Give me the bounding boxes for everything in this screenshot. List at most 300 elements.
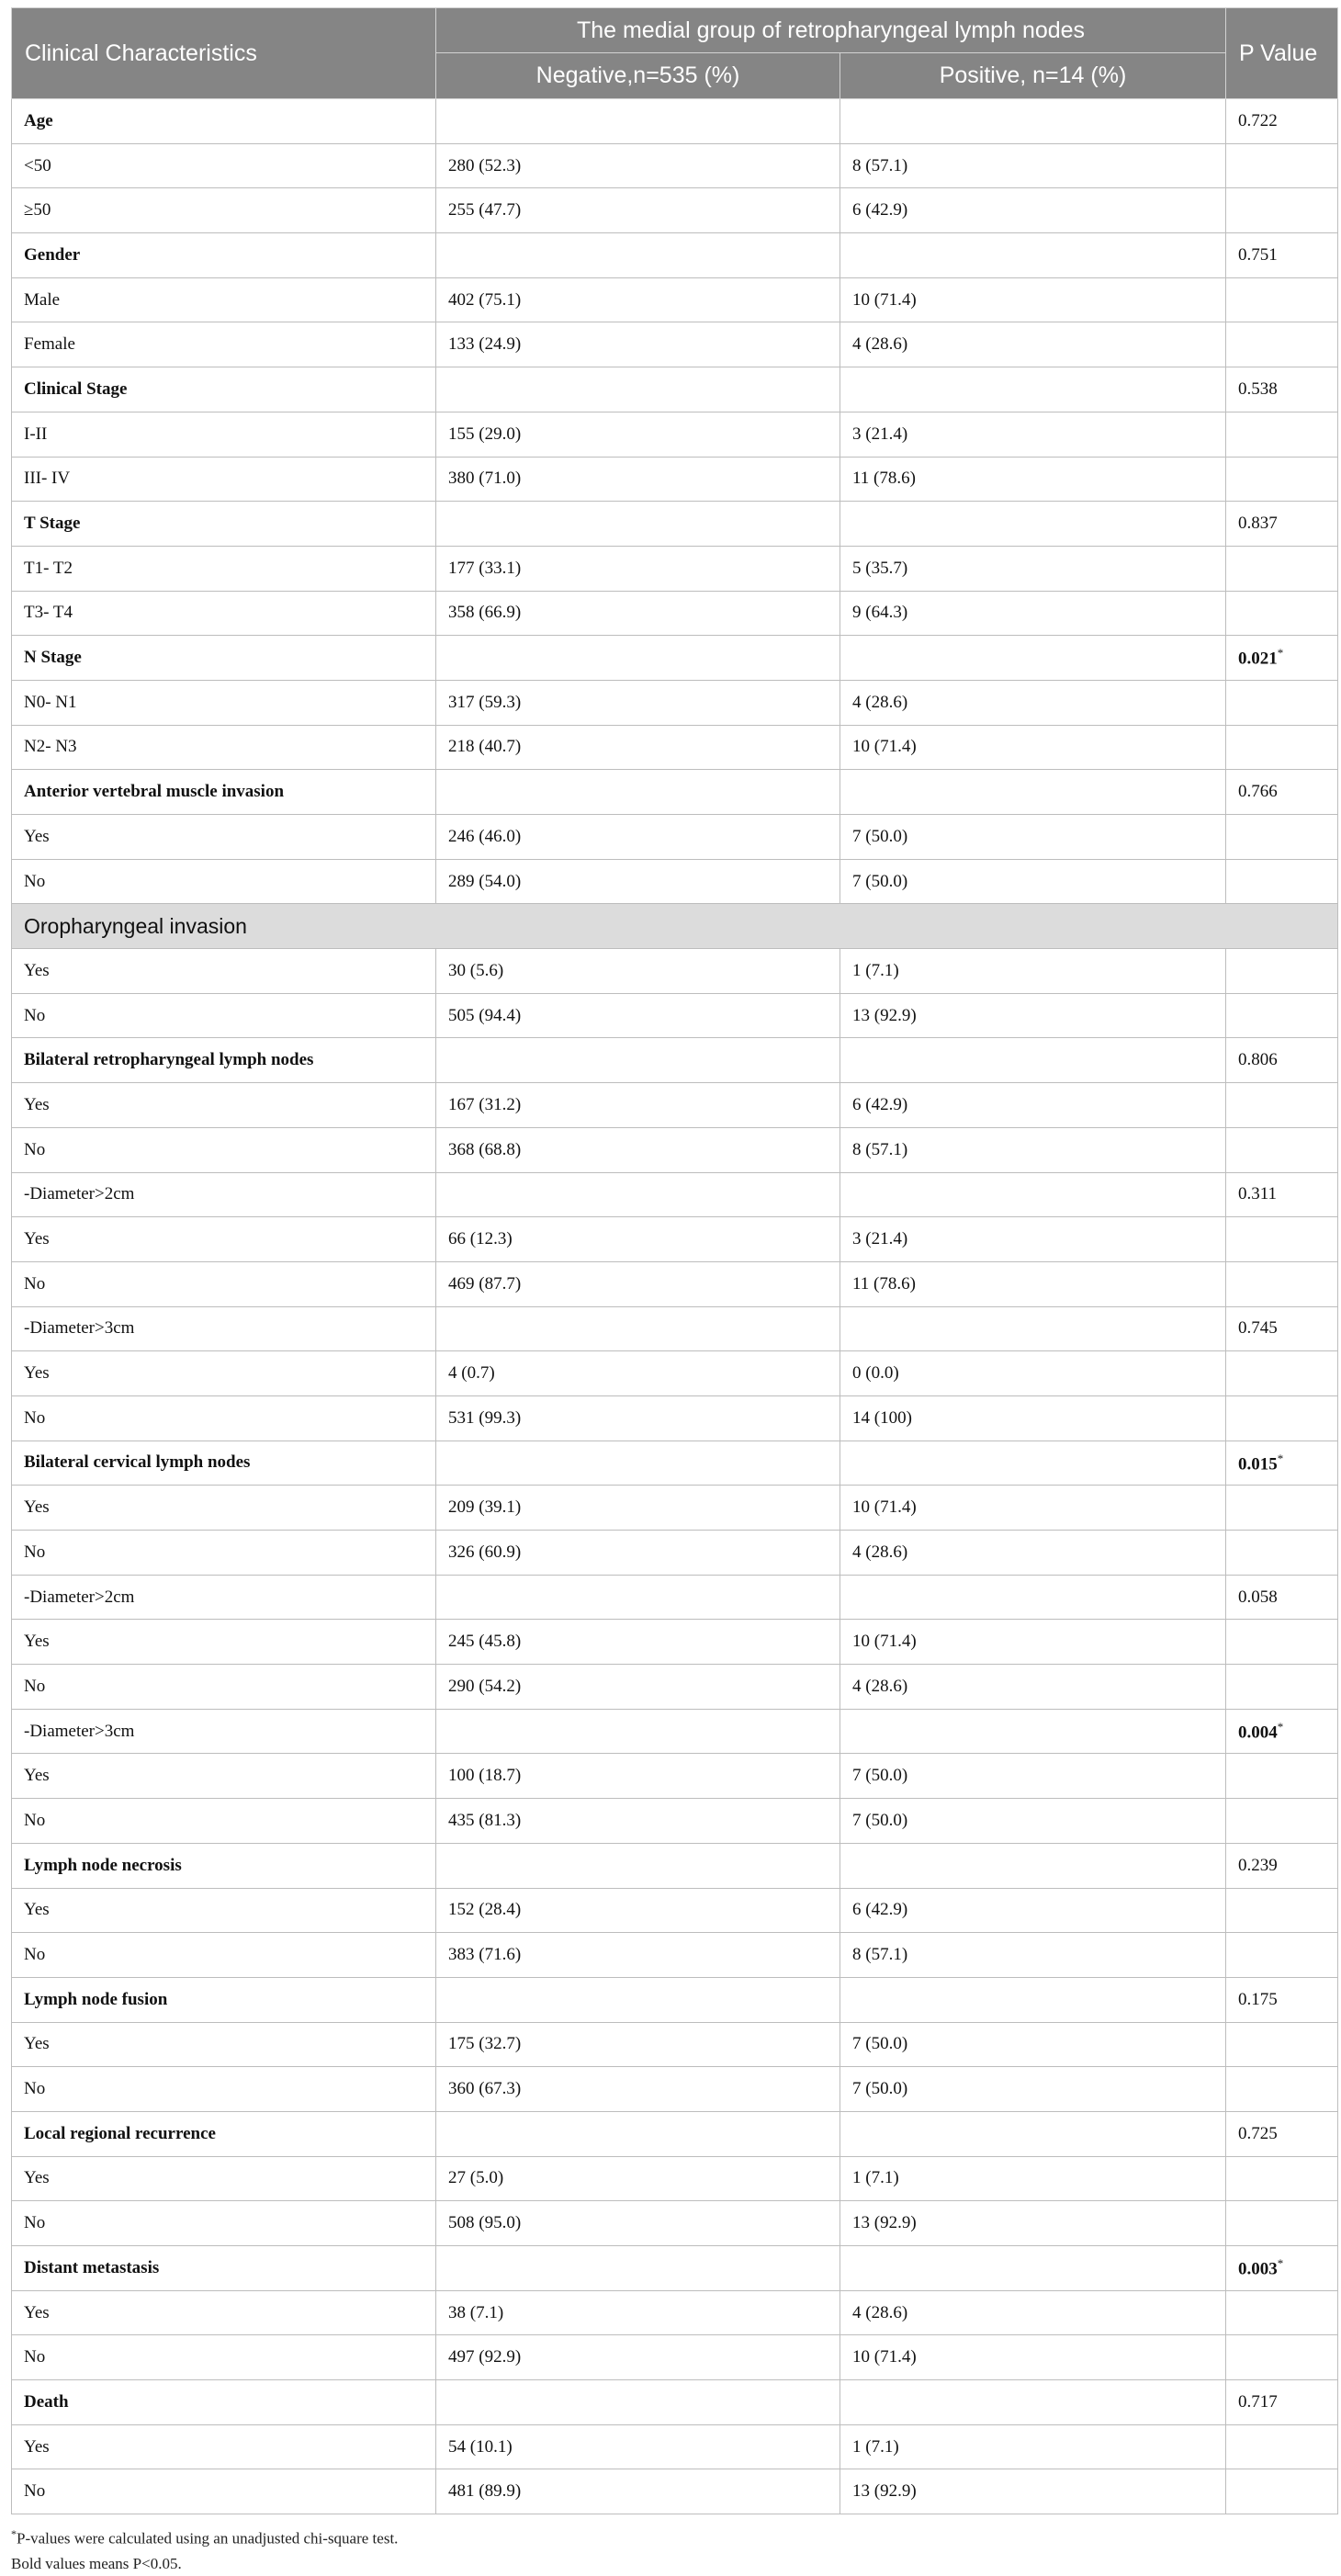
cell-characteristic: Anterior vertebral muscle invasion xyxy=(12,770,436,815)
cell-p-value xyxy=(1226,1665,1338,1710)
cell-positive xyxy=(840,636,1226,681)
cell-characteristic: Yes xyxy=(12,1620,436,1665)
cell-characteristic: No xyxy=(12,1395,436,1441)
cell-negative xyxy=(436,2111,840,2156)
cell-negative: 152 (28.4) xyxy=(436,1888,840,1933)
cell-p-value xyxy=(1226,1172,1338,1217)
cell-p-value xyxy=(1226,412,1338,457)
cell-negative xyxy=(436,1441,840,1486)
p-value-text: 0.751 xyxy=(1238,244,1278,265)
cell-negative: 255 (47.7) xyxy=(436,188,840,233)
cell-positive: 11 (78.6) xyxy=(840,457,1226,502)
cell-negative: 508 (95.0) xyxy=(436,2201,840,2246)
cell-positive xyxy=(840,1306,1226,1351)
cell-positive: 3 (21.4) xyxy=(840,412,1226,457)
table-row xyxy=(12,1306,1338,1351)
cell-p-value xyxy=(1226,2201,1338,2246)
cell-characteristic: III- IV xyxy=(12,457,436,502)
table-row xyxy=(12,680,1338,725)
cell-characteristic: T Stage xyxy=(12,502,436,547)
cell-p-value xyxy=(1226,1261,1338,1306)
table-row xyxy=(12,1575,1338,1620)
cell-negative: 380 (71.0) xyxy=(436,457,840,502)
cell-negative: 290 (54.2) xyxy=(436,1665,840,1710)
cell-negative xyxy=(436,1843,840,1888)
cell-negative: 245 (45.8) xyxy=(436,1620,840,1665)
cell-characteristic: No xyxy=(12,1127,436,1172)
table-category-row xyxy=(12,2111,1338,2156)
cell-positive: 7 (50.0) xyxy=(840,1754,1226,1799)
table-body xyxy=(12,99,1338,2514)
cell-p-value xyxy=(1226,1083,1338,1128)
cell-positive: 4 (28.6) xyxy=(840,2290,1226,2335)
cell-characteristic: Yes xyxy=(12,2022,436,2067)
table-category-row xyxy=(12,2380,1338,2425)
p-value-text: 0.004 xyxy=(1238,1723,1278,1743)
cell-characteristic: N0- N1 xyxy=(12,680,436,725)
cell-characteristic: Bilateral retropharyngeal lymph nodes xyxy=(12,1038,436,1083)
cell-characteristic: -Diameter>2cm xyxy=(12,1575,436,1620)
table-row xyxy=(12,1172,1338,1217)
cell-positive xyxy=(840,2111,1226,2156)
cell-negative: 368 (68.8) xyxy=(436,1127,840,1172)
cell-positive xyxy=(840,233,1226,278)
cell-positive xyxy=(840,502,1226,547)
cell-negative: 66 (12.3) xyxy=(436,1217,840,1262)
cell-negative: 402 (75.1) xyxy=(436,277,840,322)
table-row xyxy=(12,1351,1338,1396)
cell-characteristic: Yes xyxy=(12,1217,436,1262)
table-row xyxy=(12,1217,1338,1262)
cell-characteristic: No xyxy=(12,1665,436,1710)
cell-negative: 435 (81.3) xyxy=(436,1799,840,1844)
cell-p-value xyxy=(1226,367,1338,412)
cell-positive: 10 (71.4) xyxy=(840,277,1226,322)
cell-positive xyxy=(840,1575,1226,1620)
cell-p-value xyxy=(1226,502,1338,547)
cell-negative xyxy=(436,1306,840,1351)
footnote-text-1: P-values were calculated using an unadjusted chi-square test. xyxy=(17,2529,399,2548)
cell-positive: 14 (100) xyxy=(840,1395,1226,1441)
header-clinical-characteristics: Clinical Characteristics xyxy=(12,8,436,99)
cell-negative: 280 (52.3) xyxy=(436,143,840,188)
table-row xyxy=(12,2156,1338,2201)
cell-p-value xyxy=(1226,2380,1338,2425)
cell-p-value xyxy=(1226,188,1338,233)
table-row xyxy=(12,188,1338,233)
cell-positive: 6 (42.9) xyxy=(840,1888,1226,1933)
cell-positive xyxy=(840,1977,1226,2022)
table-row xyxy=(12,2290,1338,2335)
cell-p-value xyxy=(1226,1977,1338,2022)
cell-characteristic: Yes xyxy=(12,815,436,860)
cell-negative xyxy=(436,1172,840,1217)
significance-star: * xyxy=(1277,1719,1284,1734)
cell-characteristic: Yes xyxy=(12,2424,436,2469)
cell-negative xyxy=(436,367,840,412)
header-negative: Negative,n=535 (%) xyxy=(436,53,840,99)
cell-p-value xyxy=(1226,1486,1338,1531)
table-category-row xyxy=(12,1843,1338,1888)
cell-negative xyxy=(436,1977,840,2022)
cell-positive: 3 (21.4) xyxy=(840,1217,1226,1262)
cell-characteristic: T1- T2 xyxy=(12,546,436,591)
cell-p-value xyxy=(1226,277,1338,322)
cell-positive xyxy=(840,1038,1226,1083)
cell-characteristic: -Diameter>2cm xyxy=(12,1172,436,1217)
p-value-text: 0.538 xyxy=(1238,378,1278,399)
cell-negative: 167 (31.2) xyxy=(436,1083,840,1128)
table-category-row xyxy=(12,1977,1338,2022)
cell-negative xyxy=(436,1038,840,1083)
table-row xyxy=(12,591,1338,636)
cell-characteristic: -Diameter>3cm xyxy=(12,1306,436,1351)
table-row xyxy=(12,143,1338,188)
cell-characteristic: Bilateral cervical lymph nodes xyxy=(12,1441,436,1486)
cell-negative: 38 (7.1) xyxy=(436,2290,840,2335)
cell-negative: 246 (46.0) xyxy=(436,815,840,860)
cell-p-value xyxy=(1226,1217,1338,1262)
cell-negative: 30 (5.6) xyxy=(436,949,840,994)
cell-characteristic: No xyxy=(12,2201,436,2246)
cell-characteristic: Yes xyxy=(12,1351,436,1396)
table-row xyxy=(12,1709,1338,1754)
cell-negative: 497 (92.9) xyxy=(436,2335,840,2380)
p-value-text: 0.745 xyxy=(1238,1318,1278,1339)
table-row xyxy=(12,2469,1338,2514)
cell-characteristic: I-II xyxy=(12,412,436,457)
table-category-row xyxy=(12,1441,1338,1486)
cell-characteristic: Male xyxy=(12,277,436,322)
table-row xyxy=(12,1888,1338,1933)
table-category-row xyxy=(12,99,1338,144)
cell-negative: 317 (59.3) xyxy=(436,680,840,725)
table-category-row xyxy=(12,367,1338,412)
header-p-value: P Value xyxy=(1226,8,1338,99)
cell-p-value xyxy=(1226,1709,1338,1754)
cell-p-value xyxy=(1226,2111,1338,2156)
cell-characteristic: T3- T4 xyxy=(12,591,436,636)
cell-characteristic: No xyxy=(12,2067,436,2112)
cell-characteristic: Distant metastasis xyxy=(12,2246,436,2291)
cell-positive: 13 (92.9) xyxy=(840,2201,1226,2246)
cell-characteristic: Lymph node necrosis xyxy=(12,1843,436,1888)
table-category-row xyxy=(12,636,1338,681)
cell-positive: 4 (28.6) xyxy=(840,680,1226,725)
table-section-row xyxy=(12,904,1338,949)
table-row xyxy=(12,949,1338,994)
cell-positive: 6 (42.9) xyxy=(840,188,1226,233)
cell-negative xyxy=(436,2380,840,2425)
cell-characteristic: No xyxy=(12,1531,436,1576)
cell-characteristic: Yes xyxy=(12,2156,436,2201)
cell-positive: 1 (7.1) xyxy=(840,2156,1226,2201)
cell-negative: 326 (60.9) xyxy=(436,1531,840,1576)
significance-star: * xyxy=(1277,646,1284,661)
cell-characteristic: Yes xyxy=(12,1888,436,1933)
cell-positive: 11 (78.6) xyxy=(840,1261,1226,1306)
cell-p-value xyxy=(1226,591,1338,636)
cell-positive: 10 (71.4) xyxy=(840,1620,1226,1665)
cell-positive xyxy=(840,1709,1226,1754)
cell-positive: 13 (92.9) xyxy=(840,2469,1226,2514)
clinical-characteristics-table xyxy=(11,7,1338,2514)
cell-negative: 469 (87.7) xyxy=(436,1261,840,1306)
cell-p-value xyxy=(1226,1843,1338,1888)
cell-negative xyxy=(436,770,840,815)
cell-negative: 481 (89.9) xyxy=(436,2469,840,2514)
cell-characteristic: N2- N3 xyxy=(12,725,436,770)
cell-positive xyxy=(840,1843,1226,1888)
cell-positive: 0 (0.0) xyxy=(840,1351,1226,1396)
cell-p-value xyxy=(1226,1306,1338,1351)
cell-negative: 218 (40.7) xyxy=(436,725,840,770)
cell-p-value xyxy=(1226,1531,1338,1576)
cell-negative: 4 (0.7) xyxy=(436,1351,840,1396)
cell-characteristic: Yes xyxy=(12,2290,436,2335)
cell-characteristic: -Diameter>3cm xyxy=(12,1709,436,1754)
cell-positive: 7 (50.0) xyxy=(840,2067,1226,2112)
cell-positive: 7 (50.0) xyxy=(840,1799,1226,1844)
cell-p-value xyxy=(1226,1441,1338,1486)
footnotes xyxy=(11,2522,1337,2576)
cell-characteristic: No xyxy=(12,1261,436,1306)
cell-characteristic: No xyxy=(12,1799,436,1844)
cell-characteristic: Female xyxy=(12,322,436,367)
cell-characteristic: No xyxy=(12,993,436,1038)
cell-positive: 7 (50.0) xyxy=(840,2022,1226,2067)
cell-characteristic: No xyxy=(12,859,436,904)
table-category-row xyxy=(12,770,1338,815)
footnote-star: * xyxy=(11,2527,17,2541)
cell-negative: 531 (99.3) xyxy=(436,1395,840,1441)
cell-negative xyxy=(436,233,840,278)
table-category-row xyxy=(12,233,1338,278)
table-header xyxy=(12,8,1338,99)
cell-p-value xyxy=(1226,1754,1338,1799)
cell-negative: 27 (5.0) xyxy=(436,2156,840,2201)
header-positive: Positive, n=14 (%) xyxy=(840,53,1226,99)
cell-p-value xyxy=(1226,1799,1338,1844)
p-value-text: 0.837 xyxy=(1238,514,1278,534)
cell-negative: 360 (67.3) xyxy=(436,2067,840,2112)
cell-negative: 175 (32.7) xyxy=(436,2022,840,2067)
table-row xyxy=(12,1083,1338,1128)
table-row xyxy=(12,1395,1338,1441)
table-row xyxy=(12,412,1338,457)
table-row xyxy=(12,993,1338,1038)
table-row xyxy=(12,322,1338,367)
cell-p-value xyxy=(1226,770,1338,815)
cell-positive: 1 (7.1) xyxy=(840,949,1226,994)
cell-characteristic: No xyxy=(12,1933,436,1978)
footnote-chi-square xyxy=(11,2522,1337,2551)
cell-negative xyxy=(436,502,840,547)
cell-characteristic: Yes xyxy=(12,1083,436,1128)
table-row xyxy=(12,457,1338,502)
cell-positive: 9 (64.3) xyxy=(840,591,1226,636)
cell-characteristic: Yes xyxy=(12,1486,436,1531)
table-row xyxy=(12,815,1338,860)
cell-negative: 505 (94.4) xyxy=(436,993,840,1038)
cell-p-value xyxy=(1226,2156,1338,2201)
significance-star: * xyxy=(1277,1451,1284,1465)
table-category-row xyxy=(12,1038,1338,1083)
cell-positive: 5 (35.7) xyxy=(840,546,1226,591)
table-row xyxy=(12,2424,1338,2469)
cell-p-value xyxy=(1226,680,1338,725)
cell-p-value xyxy=(1226,2424,1338,2469)
cell-p-value xyxy=(1226,2290,1338,2335)
cell-characteristic: Yes xyxy=(12,1754,436,1799)
table-row xyxy=(12,277,1338,322)
p-value-text: 0.021 xyxy=(1238,649,1278,669)
cell-negative: 133 (24.9) xyxy=(436,322,840,367)
table-row xyxy=(12,1486,1338,1531)
cell-positive: 6 (42.9) xyxy=(840,1083,1226,1128)
cell-characteristic: N Stage xyxy=(12,636,436,681)
cell-positive: 7 (50.0) xyxy=(840,815,1226,860)
cell-positive xyxy=(840,2246,1226,2291)
cell-negative: 155 (29.0) xyxy=(436,412,840,457)
cell-positive: 8 (57.1) xyxy=(840,1127,1226,1172)
cell-p-value xyxy=(1226,546,1338,591)
cell-negative: 177 (33.1) xyxy=(436,546,840,591)
cell-characteristic: No xyxy=(12,2469,436,2514)
section-label: Oropharyngeal invasion xyxy=(12,904,1338,949)
p-value-text: 0.725 xyxy=(1238,2123,1278,2143)
p-value-text: 0.766 xyxy=(1238,782,1278,802)
cell-p-value xyxy=(1226,99,1338,144)
cell-p-value xyxy=(1226,815,1338,860)
cell-positive: 1 (7.1) xyxy=(840,2424,1226,2469)
cell-positive: 8 (57.1) xyxy=(840,1933,1226,1978)
cell-positive: 4 (28.6) xyxy=(840,322,1226,367)
p-value-text: 0.722 xyxy=(1238,110,1278,130)
cell-p-value xyxy=(1226,636,1338,681)
cell-p-value xyxy=(1226,1395,1338,1441)
cell-negative: 383 (71.6) xyxy=(436,1933,840,1978)
p-value-text: 0.311 xyxy=(1238,1184,1278,1204)
table-row xyxy=(12,1754,1338,1799)
table-category-row xyxy=(12,2246,1338,2291)
cell-p-value xyxy=(1226,949,1338,994)
cell-p-value xyxy=(1226,725,1338,770)
p-value-text: 0.717 xyxy=(1238,2391,1278,2412)
cell-negative: 54 (10.1) xyxy=(436,2424,840,2469)
cell-characteristic: Death xyxy=(12,2380,436,2425)
cell-positive: 4 (28.6) xyxy=(840,1665,1226,1710)
cell-positive: 10 (71.4) xyxy=(840,1486,1226,1531)
cell-characteristic: Lymph node fusion xyxy=(12,1977,436,2022)
cell-characteristic: No xyxy=(12,2335,436,2380)
cell-characteristic: <50 xyxy=(12,143,436,188)
cell-positive: 10 (71.4) xyxy=(840,2335,1226,2380)
cell-p-value xyxy=(1226,1351,1338,1396)
cell-p-value xyxy=(1226,2335,1338,2380)
cell-p-value xyxy=(1226,457,1338,502)
cell-negative xyxy=(436,1709,840,1754)
cell-negative: 209 (39.1) xyxy=(436,1486,840,1531)
p-value-text: 0.058 xyxy=(1238,1587,1278,1607)
cell-positive: 10 (71.4) xyxy=(840,725,1226,770)
table-row xyxy=(12,1620,1338,1665)
cell-positive: 7 (50.0) xyxy=(840,859,1226,904)
table-row xyxy=(12,1531,1338,1576)
header-group-title: The medial group of retropharyngeal lymph nodes xyxy=(436,8,1226,53)
cell-positive xyxy=(840,1441,1226,1486)
cell-p-value xyxy=(1226,993,1338,1038)
cell-p-value xyxy=(1226,2022,1338,2067)
p-value-text: 0.003 xyxy=(1238,2259,1278,2279)
cell-positive xyxy=(840,770,1226,815)
cell-p-value xyxy=(1226,1620,1338,1665)
cell-p-value xyxy=(1226,859,1338,904)
table-row xyxy=(12,2067,1338,2112)
cell-negative: 100 (18.7) xyxy=(436,1754,840,1799)
cell-p-value xyxy=(1226,2246,1338,2291)
cell-characteristic: Clinical Stage xyxy=(12,367,436,412)
table-row xyxy=(12,859,1338,904)
cell-characteristic: ≥50 xyxy=(12,188,436,233)
cell-negative: 289 (54.0) xyxy=(436,859,840,904)
cell-positive xyxy=(840,1172,1226,1217)
table-row xyxy=(12,1933,1338,1978)
cell-p-value xyxy=(1226,322,1338,367)
cell-negative xyxy=(436,636,840,681)
cell-negative: 358 (66.9) xyxy=(436,591,840,636)
p-value-text: 0.806 xyxy=(1238,1050,1278,1070)
p-value-text: 0.239 xyxy=(1238,1855,1278,1875)
table-row xyxy=(12,1127,1338,1172)
p-value-text: 0.015 xyxy=(1238,1454,1278,1474)
cell-characteristic: Age xyxy=(12,99,436,144)
cell-positive: 4 (28.6) xyxy=(840,1531,1226,1576)
footnote-bold-values: Bold values means P<0.05. xyxy=(11,2554,182,2572)
cell-p-value xyxy=(1226,1888,1338,1933)
table-row xyxy=(12,1799,1338,1844)
table-row xyxy=(12,2335,1338,2380)
table-row xyxy=(12,2022,1338,2067)
cell-positive xyxy=(840,99,1226,144)
cell-positive: 13 (92.9) xyxy=(840,993,1226,1038)
table-container xyxy=(11,7,1337,2576)
cell-characteristic: Gender xyxy=(12,233,436,278)
table-row xyxy=(12,2201,1338,2246)
cell-p-value xyxy=(1226,143,1338,188)
cell-p-value xyxy=(1226,2067,1338,2112)
table-row xyxy=(12,546,1338,591)
cell-negative xyxy=(436,2246,840,2291)
cell-positive: 8 (57.1) xyxy=(840,143,1226,188)
table-row xyxy=(12,1665,1338,1710)
cell-characteristic: Local regional recurrence xyxy=(12,2111,436,2156)
cell-characteristic: Yes xyxy=(12,949,436,994)
cell-p-value xyxy=(1226,2469,1338,2514)
significance-star: * xyxy=(1277,2256,1284,2271)
table-row xyxy=(12,725,1338,770)
p-value-text: 0.175 xyxy=(1238,1989,1278,2009)
cell-p-value xyxy=(1226,1038,1338,1083)
cell-p-value xyxy=(1226,1933,1338,1978)
cell-negative xyxy=(436,1575,840,1620)
cell-p-value xyxy=(1226,1127,1338,1172)
table-row xyxy=(12,1261,1338,1306)
cell-negative xyxy=(436,99,840,144)
cell-p-value xyxy=(1226,1575,1338,1620)
cell-p-value xyxy=(1226,233,1338,278)
cell-positive xyxy=(840,2380,1226,2425)
